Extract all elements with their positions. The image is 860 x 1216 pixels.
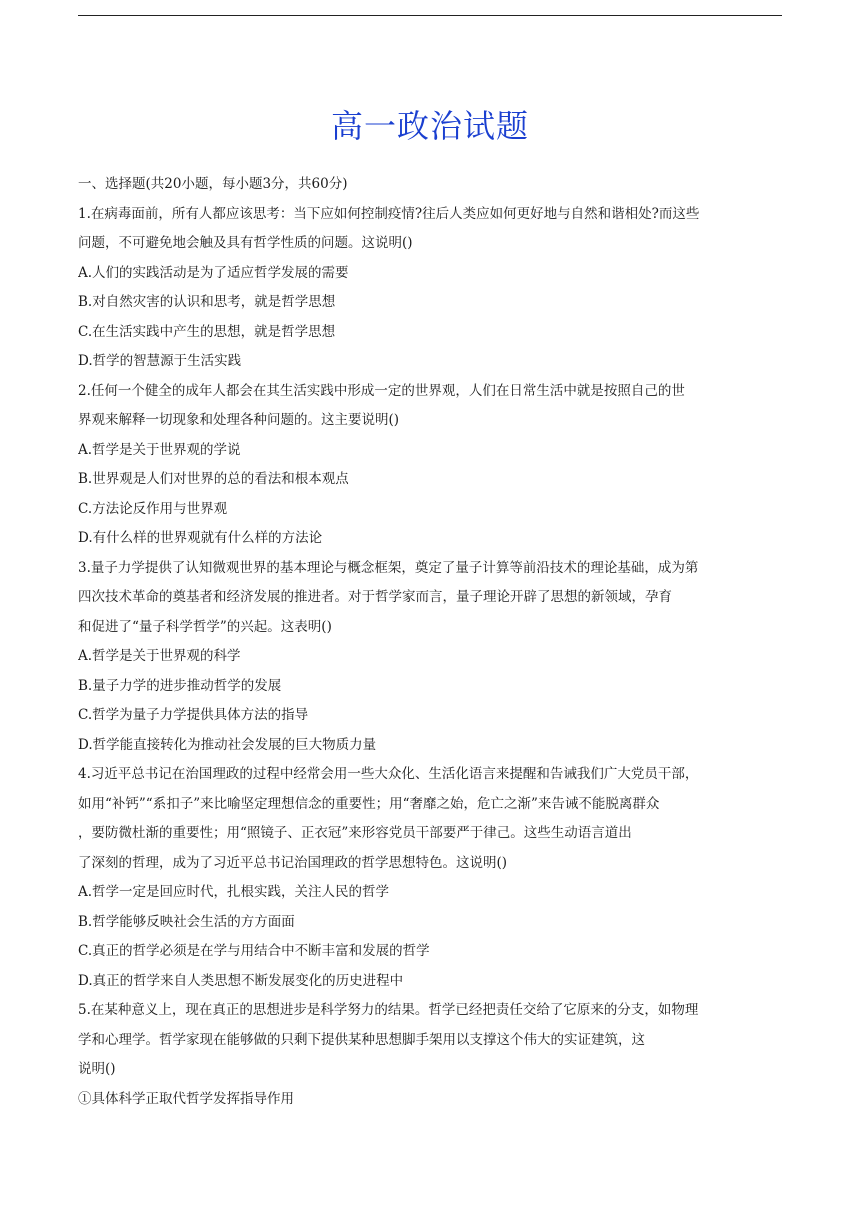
text-line: A.哲学一定是回应时代，扎根实践，关注人民的哲学 <box>78 884 390 900</box>
text-line: 学和心理学。哲学家现在能够做的只剩下提供某种思想脚手架用以支撑这个伟大的实证建筑，这 <box>78 1031 645 1048</box>
header-rule <box>78 15 782 16</box>
text-line: C.方法论反作用与世界观 <box>78 500 228 517</box>
text-line: C.真正的哲学必须是在学与用结合中不断丰富和发展的哲学 <box>78 943 430 959</box>
text-line: D.哲学能直接转化为推动社会发展的巨大物质力量 <box>78 736 377 753</box>
text-line: 了深刻的哲理，成为了习近平总书记治国理政的哲学思想特色。这说明() <box>78 854 508 871</box>
section-heading: 一、选择题(共20小题，每小题3分，共60分) <box>78 176 348 192</box>
text-line: 2.任何一个健全的成年人都会在其生活实践中形成一定的世界观，人们在日常生活中就是按照自己的世 <box>78 382 685 399</box>
text-line: A.人们的实践活动是为了适应哲学发展的需要 <box>78 264 349 281</box>
text-line: 界观来解释一切现象和处理各种问题的。这主要说明() <box>78 412 400 428</box>
text-line: C.在生活实践中产生的思想，就是哲学思想 <box>78 323 336 340</box>
text-line: 如用“补钙”“系扣子”来比喻坚定理想信念的重要性；用“奢靡之始，危亡之渐”来告诫不能脱离群众 <box>78 795 660 812</box>
text-line: A.哲学是关于世界观的学说 <box>78 441 241 458</box>
text-line: 1.在病毒面前，所有人都应该思考：当下应如何控制疫情?往后人类应如何更好地与自然和谐相处?而这些 <box>78 205 700 222</box>
text-line: 5.在某种意义上，现在真正的思想进步是科学努力的结果。哲学已经把责任交给了它原来的分支，如物理 <box>78 1002 699 1018</box>
text-line: C.哲学为量子力学提供具体方法的指导 <box>78 707 309 723</box>
text-line: ，要防微杜渐的重要性；用“照镜子、正衣冠”来形容党员干部要严于律己。这些生动语言道出 <box>78 825 632 841</box>
text-line: 和促进了“量子科学哲学”的兴起。这表明() <box>78 618 332 635</box>
text-line: D.有什么样的世界观就有什么样的方法论 <box>78 530 323 546</box>
text-line: B.量子力学的进步推动哲学的发展 <box>78 677 282 694</box>
text-line: 3.量子力学提供了认知微观世界的基本理论与概念框架，奠定了量子计算等前沿技术的理论基础，成为第 <box>78 559 699 576</box>
text-line: B.哲学能够反映社会生活的方方面面 <box>78 913 295 930</box>
page-title: 高一政治试题 <box>330 107 529 145</box>
text-line: 4.习近平总书记在治国理政的过程中经常会用一些大众化、生活化语言来提醒和告诫我们广大党员干部， <box>78 766 699 782</box>
text-line: B.对自然灾害的认识和思考，就是哲学思想 <box>78 294 336 310</box>
text-line: D.真正的哲学来自人类思想不断发展变化的历史进程中 <box>78 972 404 989</box>
text-line: 说明() <box>78 1061 116 1077</box>
text-line: 四次技术革命的奠基者和经济发展的推进者。对于哲学家而言，量子理论开辟了思想的新领域，孕育 <box>78 589 672 605</box>
text-line: A.哲学是关于世界观的科学 <box>78 648 241 664</box>
document-body <box>78 170 790 1114</box>
text-line: 问题，不可避免地会触及具有哲学性质的问题。这说明() <box>78 235 413 251</box>
text-line: ①具体科学正取代哲学发挥指导作用 <box>78 1090 294 1107</box>
text-line: B.世界观是人们对世界的总的看法和根本观点 <box>78 471 349 487</box>
text-line: D.哲学的智慧源于生活实践 <box>78 353 242 369</box>
